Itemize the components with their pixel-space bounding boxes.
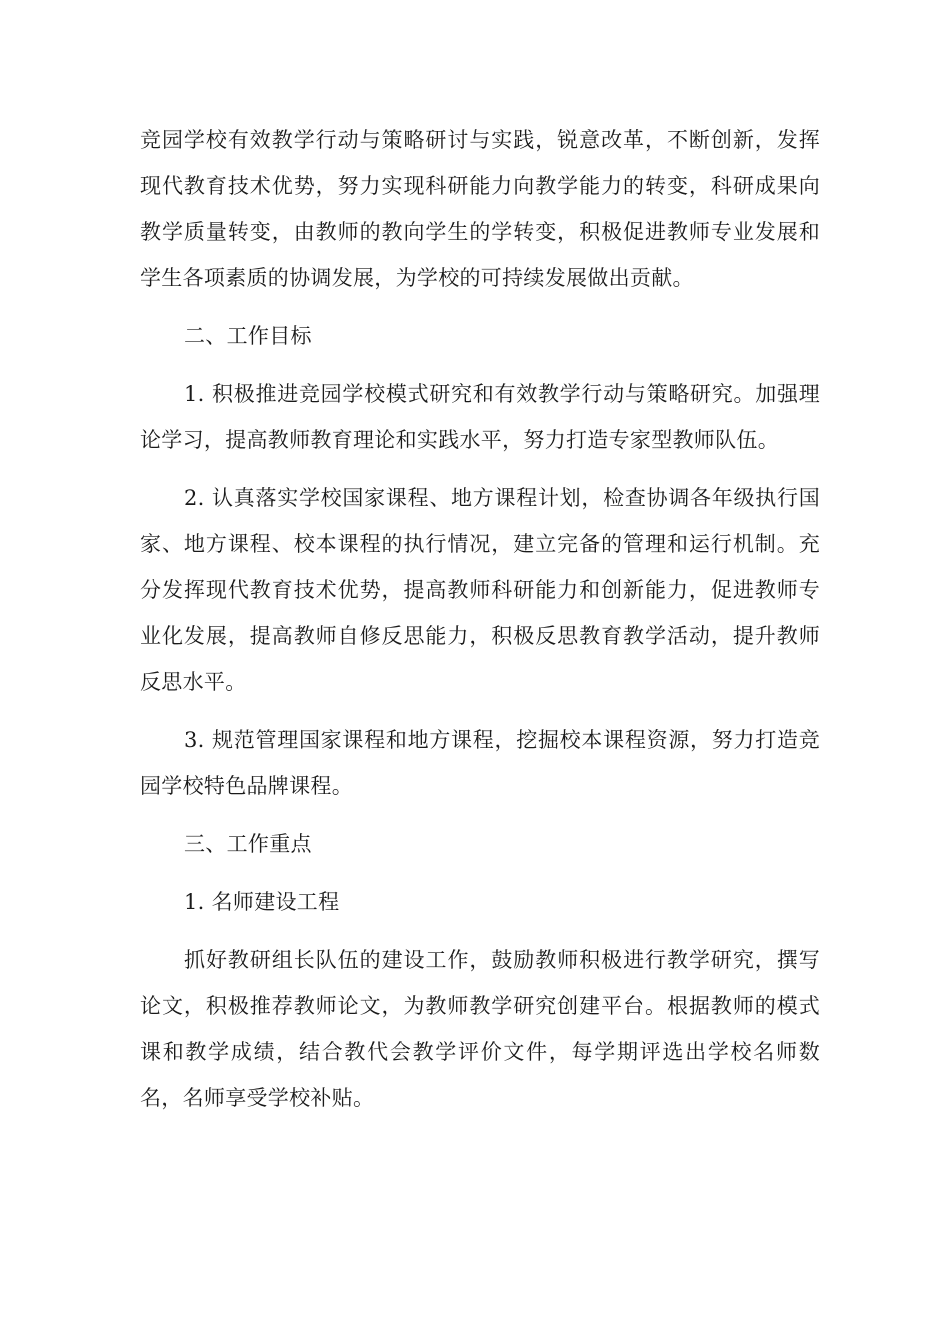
section-heading-work-focus: 三、工作重点 bbox=[184, 832, 312, 856]
document-body bbox=[140, 117, 820, 1133]
paragraph-goal-2: 2. 认真落实学校国家课程、地方课程计划，检查协调各年级执行国家、地方课程、校本课程的执行情况，建立完备的管理和运行机制。充分发挥现代教育技术优势，提高教师科研能力和创新能力，促进教师专业化发展，提高教师自修反思能力，积极反思教育教学活动，提升教师反思水平。 bbox=[140, 486, 820, 694]
section-heading-work-goals: 二、工作目标 bbox=[184, 324, 312, 348]
paragraph-intro-continuation: 竞园学校有效教学行动与策略研讨与实践，锐意改革，不断创新，发挥现代教育技术优势，努力实现科研能力向教学能力的转变，科研成果向教学质量转变，由教师的教向学生的学转变，积极促进教师专业发展和学生各项素质的协调发展，为学校的可持续发展做出贡献。 bbox=[140, 128, 820, 290]
paragraph-famous-teacher-details: 抓好教研组长队伍的建设工作，鼓励教师积极进行教学研究，撰写论文，积极推荐教师论文，为教师教学研究创建平台。根据教师的模式课和教学成绩，结合教代会教学评价文件，每学期评选出学校名师数名，名师享受学校补贴。 bbox=[140, 948, 820, 1110]
paragraph-goal-3: 3. 规范管理国家课程和地方课程，挖掘校本课程资源，努力打造竞园学校特色品牌课程。 bbox=[140, 728, 820, 798]
paragraph-goal-1: 1. 积极推进竞园学校模式研究和有效教学行动与策略研究。加强理论学习，提高教师教育理论和实践水平，努力打造专家型教师队伍。 bbox=[140, 382, 820, 452]
subheading-famous-teacher-project: 1. 名师建设工程 bbox=[184, 890, 340, 914]
